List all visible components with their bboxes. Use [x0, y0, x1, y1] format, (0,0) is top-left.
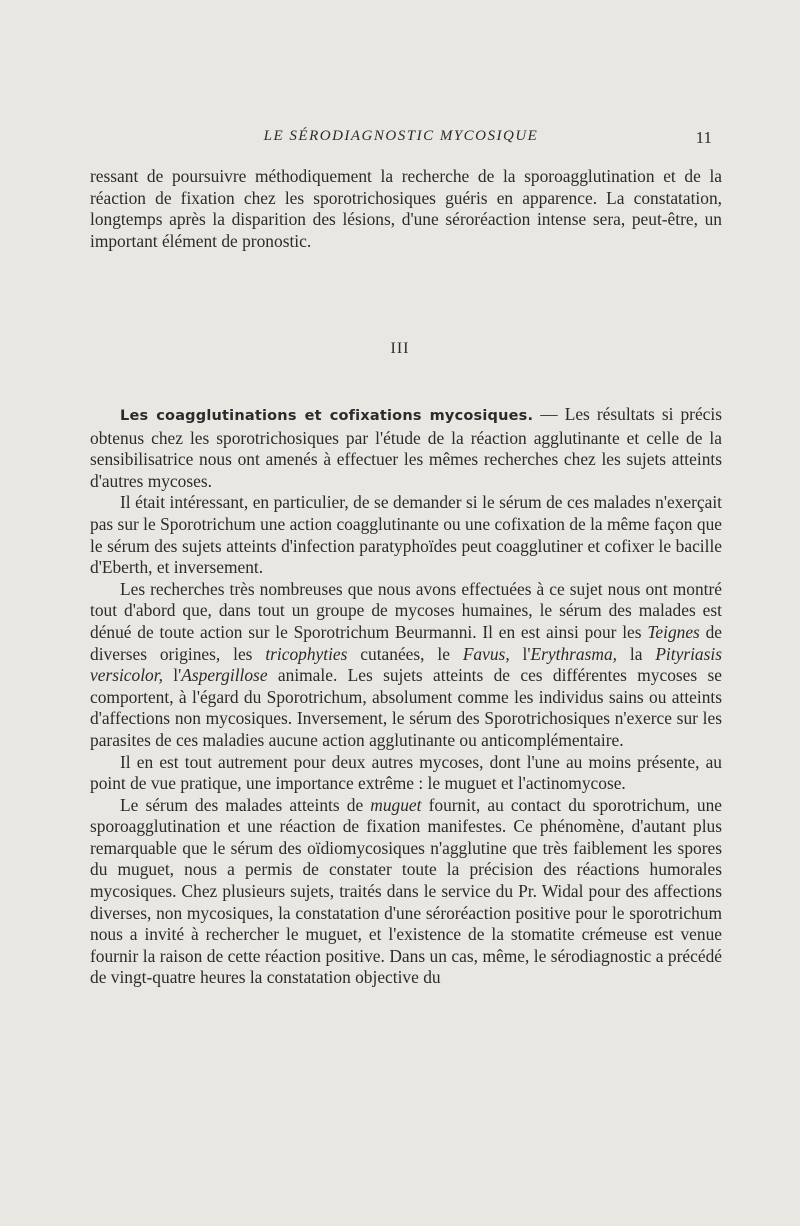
- paragraph-3-text: l': [162, 665, 182, 686]
- term-favus: Favus,: [462, 643, 510, 664]
- paragraph-5-text: Le sérum des malades atteints de: [120, 794, 371, 815]
- intro-paragraph: ressant de poursuivre méthodiquement la recherche de la sporoagglutination et de la réaction de fixation chez les sporotrichosiques guéris en apparence. La constatation, longtemps après la disparition des lésions, d'une séroréaction intense sera, peut-être, un important élément de pronostic.: [90, 166, 722, 251]
- term-aspergillose: Aspergillose: [181, 665, 268, 686]
- paragraph-3-text: l': [509, 643, 531, 664]
- paragraph-2: Il était intéressant, en particulier, de se demander si le sérum de ces malades n'exerçait pas sur le Sporotrichum une action coagglutinante ou une cofixation de la même façon que le sérum des sujets atteints d'infection paratyphoïdes peut coagglutiner et cofixer le bacille d'Eberth, et inversement.: [90, 492, 722, 578]
- term-erythrasma: Erythrasma,: [530, 643, 617, 664]
- paragraph-3: [90, 579, 722, 752]
- term-teignes: Teignes: [647, 621, 700, 642]
- running-head: [90, 128, 712, 152]
- intro-paragraph-block: [90, 166, 722, 252]
- paragraph-4: Il en est tout autrement pour deux autres mycoses, dont l'une au moins présente, au point de vue pratique, une importance extrême : le muguet et l'actinomycose.: [90, 751, 722, 794]
- paragraph-3-text: la: [617, 643, 656, 664]
- paragraph-3-text: animale. Les sujets atteints de ces différentes mycoses se comportent, à l'égard du Sporotrichum, absolument comme les individus sains ou atteints d'affections non mycosiques. Inversement, le sérum des Sporotrichosiques n'exerce sur les parasites de ces maladies aucune action agglutinante ou anticomplémentaire.: [90, 665, 722, 750]
- paragraph-1: [90, 404, 722, 492]
- page-number: 11: [695, 128, 712, 147]
- term-pityriasis: Pityriasis versicolor,: [90, 643, 722, 686]
- paragraph-5-text: fournit, au contact du sporotrichum, une sporoagglutination et une réaction de fixation manifestes. Ce phénomène, d'autant plus remarquable que le sérum des oïdiomycosiques n'agglutine que très faiblement les spores du muguet, nous a permis de constater toute la précision des réactions humorales mycosiques. Chez plusieurs sujets, traités dans le service du Pr. Widal pour des affections diverses, non mycosiques, la constatation d'une séroréaction positive pour le sporotrichum nous a invité à rechercher le muguet, et l'existence de la stomatite crémeuse est venue fournir la raison de cette réaction positive. Dans un cas, même, le sérodiagnostic a précédé de vingt-quatre heures la constatation objective du: [90, 794, 722, 988]
- term-tricophyties: tricophyties: [265, 643, 348, 664]
- paragraph-3-text: de diverses origines, les: [90, 621, 723, 664]
- section-number: III: [390, 340, 410, 357]
- term-muguet: muguet: [370, 794, 422, 815]
- paragraph-1-text: — Les résultats si précis obtenus chez les sporotrichosiques par l'étude de la réaction agglutinante et celle de la sensibilisatrice nous ont amenés à effectuer les mêmes recherches chez les sujets atteints d'autres mycoses.: [90, 404, 722, 491]
- paragraph-3-text: cutanées, le: [347, 643, 463, 664]
- section-heading: Les coagglutinations et cofixations mycosiques.: [120, 408, 534, 424]
- section-body: [90, 404, 722, 989]
- paragraph-5: [90, 795, 722, 989]
- paragraph-3-text: Les recherches très nombreuses que nous avons effectuées à ce sujet nous ont montré tout d'abord que, dans tout un groupe de mycoses humaines, le sérum des malades est dénué de toute action sur le Sporotrichum Beurmanni. Il en est ainsi pour les: [90, 578, 722, 642]
- running-title: LE SÉRODIAGNOSTIC MYCOSIQUE: [263, 128, 539, 144]
